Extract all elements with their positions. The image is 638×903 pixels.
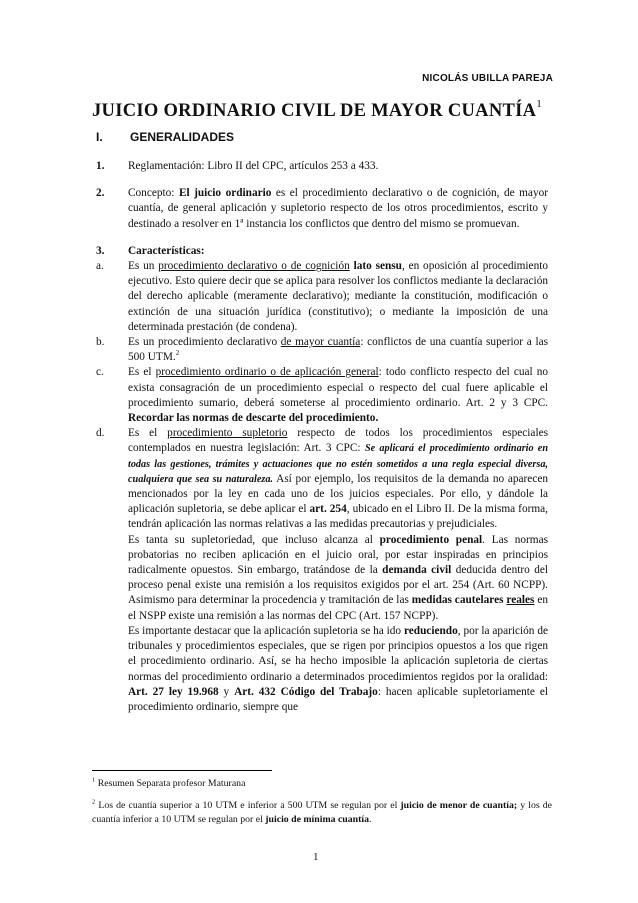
- item-text: : conflictos de una cuantía superior a las 500 UTM.: [128, 336, 548, 364]
- header-author: NICOLÁS UBILLA PAREJA: [422, 73, 553, 84]
- footnote-divider: [92, 770, 272, 771]
- item-text-underline: procedimiento supletorio: [167, 427, 288, 440]
- footnote-number: 1: [92, 776, 96, 784]
- item-text-bold: procedimiento penal: [379, 533, 483, 546]
- item-text: es el procedimiento declarativo o de cognición, de mayor cuantía, de general aplicación y supletorio respecto de los otros procedimientos, escrito y destinado a resolver en 1ª instancia los conflictos que dentro del mismo se promuevan.: [128, 187, 549, 230]
- item-text: deducida dentro del proceso penal existe una remisión a los requisitos exigidos por el art. 254 (Art. 60 NCPP). Asimismo para determinar la procedencia y tramitación de las: [128, 564, 548, 607]
- page-title: [92, 100, 542, 122]
- paragraph-d-reduccion: [92, 624, 548, 715]
- item-text: Es el: [128, 366, 156, 379]
- item-text-bold-italic: Se aplicará el procedimiento ordinario en todas las gestiones, trámites y actuaciones que no estén sometidos a una regla especial diversa, cualquiera que sea su naturaleza.: [128, 443, 548, 485]
- item-text-bold: El juicio ordinario: [178, 187, 272, 200]
- item-text-underline: procedimiento declarativo o de cognición: [158, 260, 350, 273]
- item-text: y: [218, 685, 235, 698]
- list-item-concepto: [92, 186, 548, 232]
- list-item-d: [92, 426, 548, 532]
- paragraph-d-supletoriedad: [92, 533, 548, 624]
- item-text: : hacen aplicable supletoriamente el procedimiento ordinario, siempre que: [128, 685, 548, 713]
- item-text-bold: demanda civil: [382, 564, 452, 577]
- item-text: Es importante destacar que la aplicación supletoria se ha ido: [128, 624, 404, 637]
- item-text: , en oposición al procedimiento ejecutivo. Esto quiere decir que se aplica para resolver los conflictos mediante la declaración del derecho aplicable (meramente declarativo); mediante la constitución, modificación o extinción de una situación jurídica (constitutivo); o mediante la imposición de una determinada prestación (de condena).: [128, 260, 549, 333]
- title-footnote-ref[interactable]: 1: [536, 98, 543, 110]
- item-text-bold: art. 254: [309, 503, 347, 516]
- item-marker: d.: [96, 427, 105, 440]
- item-text: . Las normas probatorias no reciben aplicación en el juicio oral, por estar inspiradas en principios radicalmente opuestos. Sin embargo, tratándose de la: [128, 533, 548, 577]
- list-item-reglamentacion: [92, 159, 548, 174]
- item-text: Es tanta su supletoriedad, que incluso alcanza al: [128, 533, 380, 546]
- section-title: GENERALIDADES: [130, 130, 235, 144]
- item-marker: c.: [96, 366, 104, 379]
- item-text: , ubicado en el Libro II. De la misma forma, tendrán aplicación las normas relativas a las medidas precautorias y prejudiciales.: [128, 503, 548, 531]
- item-text-bold-underline: reales: [506, 594, 535, 607]
- item-text-bold: Art. 432 Código del Trabajo: [234, 685, 378, 698]
- list-item-caracteristicas: [92, 244, 548, 259]
- item-text-bold: lato sensu: [353, 260, 402, 273]
- item-marker: a.: [96, 260, 104, 273]
- title-text: JUICIO ORDINARIO CIVIL DE MAYOR CUANTÍA: [92, 101, 537, 122]
- item-text-bold: Características:: [128, 244, 205, 257]
- item-marker: 1.: [96, 160, 105, 172]
- list-item-c: [92, 365, 548, 426]
- section-number: I.: [96, 130, 103, 144]
- footnote-text: y los de cuantía inferior a 10 UTM se regulan por el: [92, 800, 553, 825]
- item-text: Es un procedimiento declarativo: [128, 336, 281, 349]
- item-text: en el NSPP existe una remisión a las normas del CPC (Art. 157 NCPP).: [128, 594, 548, 622]
- item-marker: 3.: [96, 244, 105, 257]
- item-text-underline: procedimiento ordinario o de aplicación general: [155, 366, 379, 379]
- footnote-text-bold: juicio de menor de cuantía;: [400, 800, 518, 811]
- item-text-bold: Art. 27 ley 19.968: [128, 685, 219, 698]
- footnote-ref-2[interactable]: 2: [175, 349, 180, 358]
- footnote-text-bold: juicio de mínima cuantía: [265, 813, 369, 825]
- item-text: Es un: [128, 260, 159, 273]
- item-text: Reglamentación: Libro II del CPC, artículos 253 a 433.: [128, 160, 379, 172]
- item-text: Es el: [128, 427, 168, 440]
- item-text: Concepto:: [128, 187, 179, 200]
- item-text-bold: reduciendo: [403, 624, 458, 637]
- item-text: Así por ejemplo, los requisitos de la demanda no aparecen mencionados por la ley en cada uno de los juicios especiales. Por ello, y dándole la aplicación supletoria, se debe aplicar el: [128, 472, 549, 516]
- item-text: , por la aparición de tribunales y procedimientos especiales, que se rigen por principios opuestos a los que rigen el procedimiento ordinario. Así, se ha hecho imposible la aplicación supletoria de ciertas normas del procedimiento ordinario a determinados procedimientos regidos por la oralidad:: [128, 624, 548, 683]
- footnote-2: [92, 799, 552, 826]
- item-marker: 2.: [96, 187, 105, 200]
- item-text: : todo conflicto respecto del cual no exista consagración de un procedimiento especial o respecto del cual fuere aplicable el procedimiento sumario, deberá someterse al procedimiento ordinario. Art. 2 y 3 CPC.: [128, 366, 549, 409]
- footnote-text: .: [368, 813, 372, 825]
- page-number: 1: [313, 851, 319, 863]
- item-text-bold: Recordar las normas de descarte del procedimiento.: [128, 412, 379, 425]
- document-body: [92, 130, 548, 715]
- footnote-number: 2: [92, 798, 96, 806]
- item-marker: b.: [96, 336, 105, 349]
- section-heading: [92, 130, 548, 146]
- list-item-a: [92, 259, 548, 335]
- footnote-text: Resumen Separata profesor Maturana: [95, 778, 246, 789]
- item-text-bold: medidas cautelares: [411, 594, 507, 607]
- item-text-underline: de mayor cuantía: [280, 336, 361, 349]
- list-item-b: [92, 335, 548, 365]
- item-text: respecto de todos los procedimientos especiales contemplados en nuestra legislación: Art. 3 CPC:: [128, 427, 548, 455]
- footnote-1: [92, 777, 552, 791]
- footnote-text: Los de cuantía superior a 10 UTM e inferior a 500 UTM se regulan por el: [95, 800, 401, 811]
